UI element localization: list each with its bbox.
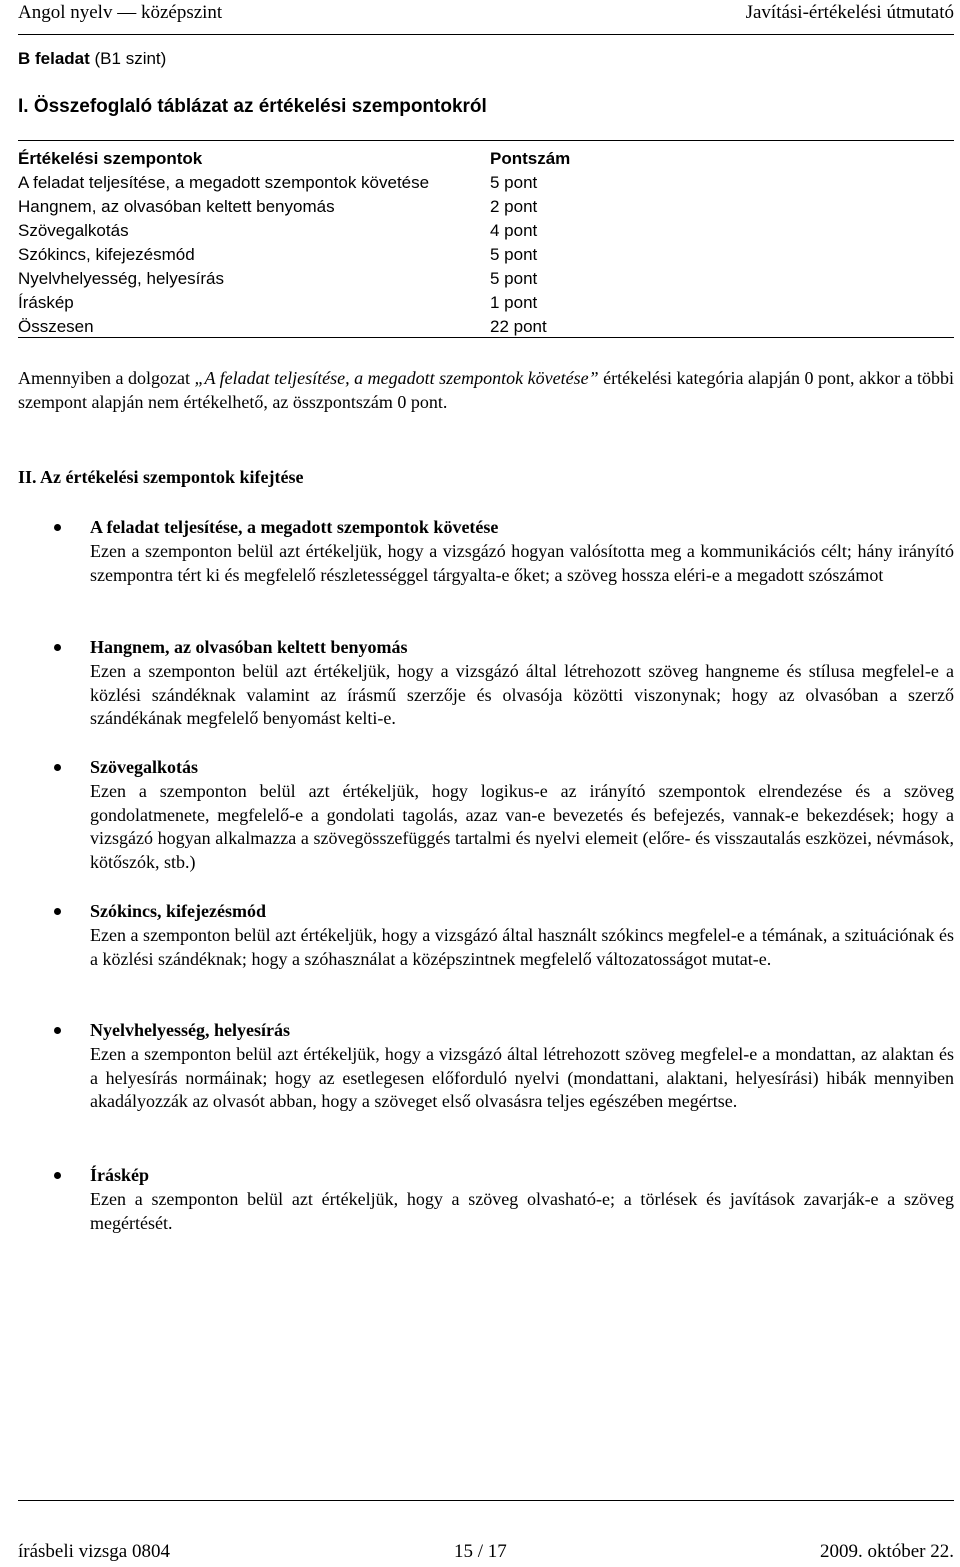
bullet-icon <box>54 644 61 651</box>
zero-point-note <box>18 366 954 414</box>
section-1-title: I. Összefoglaló táblázat az értékelési szempontokról <box>18 96 487 117</box>
criterion-name: Íráskép <box>18 293 74 312</box>
bullet-icon <box>54 524 61 531</box>
summary-row <box>18 219 954 242</box>
task-level: (B1 szint) <box>89 49 167 68</box>
criterion-description: Ezen a szemponton belül azt értékeljük, hogy a vizsgázó által használt szókincs megfelel-e a témának, a szituációnak és a közlési szándéknak; hogy a szóhasználat a középszintnek megfelelő változatosságot mutat-e. <box>90 925 954 969</box>
criterion-name: Szókincs, kifejezésmód <box>18 245 195 264</box>
criterion-title: Szövegalkotás <box>90 757 198 777</box>
bullet-icon <box>54 1027 61 1034</box>
task-title <box>18 49 166 69</box>
summary-header-row <box>18 147 954 170</box>
criterion-name: A feladat teljesítése, a megadott szempontok követése <box>18 173 430 192</box>
summary-row <box>18 243 954 266</box>
total-label: Összesen <box>18 317 94 336</box>
exam-date: 2009. október 22. <box>819 1541 954 1562</box>
task-label: B feladat <box>18 49 90 68</box>
page-header <box>18 0 954 35</box>
header-doc-type: Javítási-értékelési útmutató <box>745 2 954 23</box>
summary-row <box>18 291 954 314</box>
criterion-description: Ezen a szemponton belül azt értékeljük, hogy logikus-e az irányító szempontok elrendezése és a szöveg gondolatmenete, megfelelő-e a gondolati tagolás, azaz van-e bevezetés és befejezés, vannak-e bekezdések; hogy a vizsgázó hogyan alkalmazza a szövegösszefüggés tartalmi és nyelvi elemeit (előre- és visszautalás eszközei, névmások, kötőszók, stb.) <box>90 781 954 872</box>
note-intro: Amennyiben a dolgozat <box>18 368 195 388</box>
exam-id: írásbeli vizsga 0804 <box>18 1541 170 1562</box>
summary-table <box>18 140 954 338</box>
column-header-points: Pontszám <box>490 149 571 168</box>
criterion-title: A feladat teljesítése, a megadott szempontok követése <box>90 517 499 537</box>
bullet-icon <box>54 1172 61 1179</box>
summary-row <box>18 267 954 290</box>
criterion-points: 5 pont <box>490 245 538 264</box>
criterion-description: Ezen a szemponton belül azt értékeljük, hogy a szöveg olvasható-e; a törlések és javítások zavarják-e a szöveg megértését. <box>90 1189 954 1233</box>
bullet-icon <box>54 764 61 771</box>
page-number: 15 / 17 <box>454 1541 507 1562</box>
criterion-description: Ezen a szemponton belül azt értékeljük, hogy a vizsgázó által létrehozott szöveg megfelel-e a mondattan, az alaktan és a helyesírás normáinak; hogy az esetlegesen előforduló nyelvi (mondattani, alaktani, helyesírási) hibák mennyiben akadályozzák az olvasót abban, hogy a szöveget első olvasásra teljes egészében megértse. <box>90 1044 954 1111</box>
criterion-points: 2 pont <box>490 197 538 216</box>
criterion-name: Nyelvhelyesség, helyesírás <box>18 269 224 288</box>
note-criterion: „A feladat teljesítése, a megadott szempontok követése” <box>194 368 599 388</box>
criterion-description: Ezen a szemponton belül azt értékeljük, hogy a vizsgázó által létrehozott szöveg hangneme és stílusa megfelel-e a közlési szándéknak valamint az írásmű szerzője és olvasója közötti viszonynak; hogy az olvasóban a szerző szándékának megfelelő benyomást kelti-e. <box>90 661 954 728</box>
criterion-name: Hangnem, az olvasóban keltett benyomás <box>18 197 335 216</box>
criterion-title: Íráskép <box>90 1165 150 1185</box>
criterion-title: Nyelvhelyesség, helyesírás <box>90 1020 290 1040</box>
criterion-description: Ezen a szemponton belül azt értékeljük, hogy a vizsgázó hogyan valósította meg a kommunikációs célt; hány irányító szempontra tért ki és megfelelő részletességgel tárgyalta-e őket; a szöveg hossza eléri-e a megadott szószámot <box>90 541 954 585</box>
criterion-points: 5 pont <box>490 269 538 288</box>
criterion-title: Hangnem, az olvasóban keltett benyomás <box>90 637 408 657</box>
total-points: 22 pont <box>490 317 547 336</box>
header-subject: Angol nyelv — középszint <box>18 2 223 23</box>
bullet-icon <box>54 908 61 915</box>
section-2-title: II. Az értékelési szempontok kifejtése <box>18 467 304 487</box>
note-rest: értékelési kategória alapján 0 pont, akkor a többi szempont alapján nem értékelhető, az összpontszám 0 pont. <box>18 368 954 412</box>
page-footer <box>18 1500 954 1561</box>
criterion-title: Szókincs, kifejezésmód <box>90 901 266 921</box>
summary-total-row <box>18 315 954 338</box>
criterion-points: 5 pont <box>490 173 538 192</box>
column-header-criteria: Értékelési szempontok <box>18 149 203 168</box>
summary-row <box>18 195 954 218</box>
criterion-name: Szövegalkotás <box>18 221 129 240</box>
criterion-points: 1 pont <box>490 293 538 312</box>
criterion-points: 4 pont <box>490 221 538 240</box>
summary-row <box>18 171 954 194</box>
